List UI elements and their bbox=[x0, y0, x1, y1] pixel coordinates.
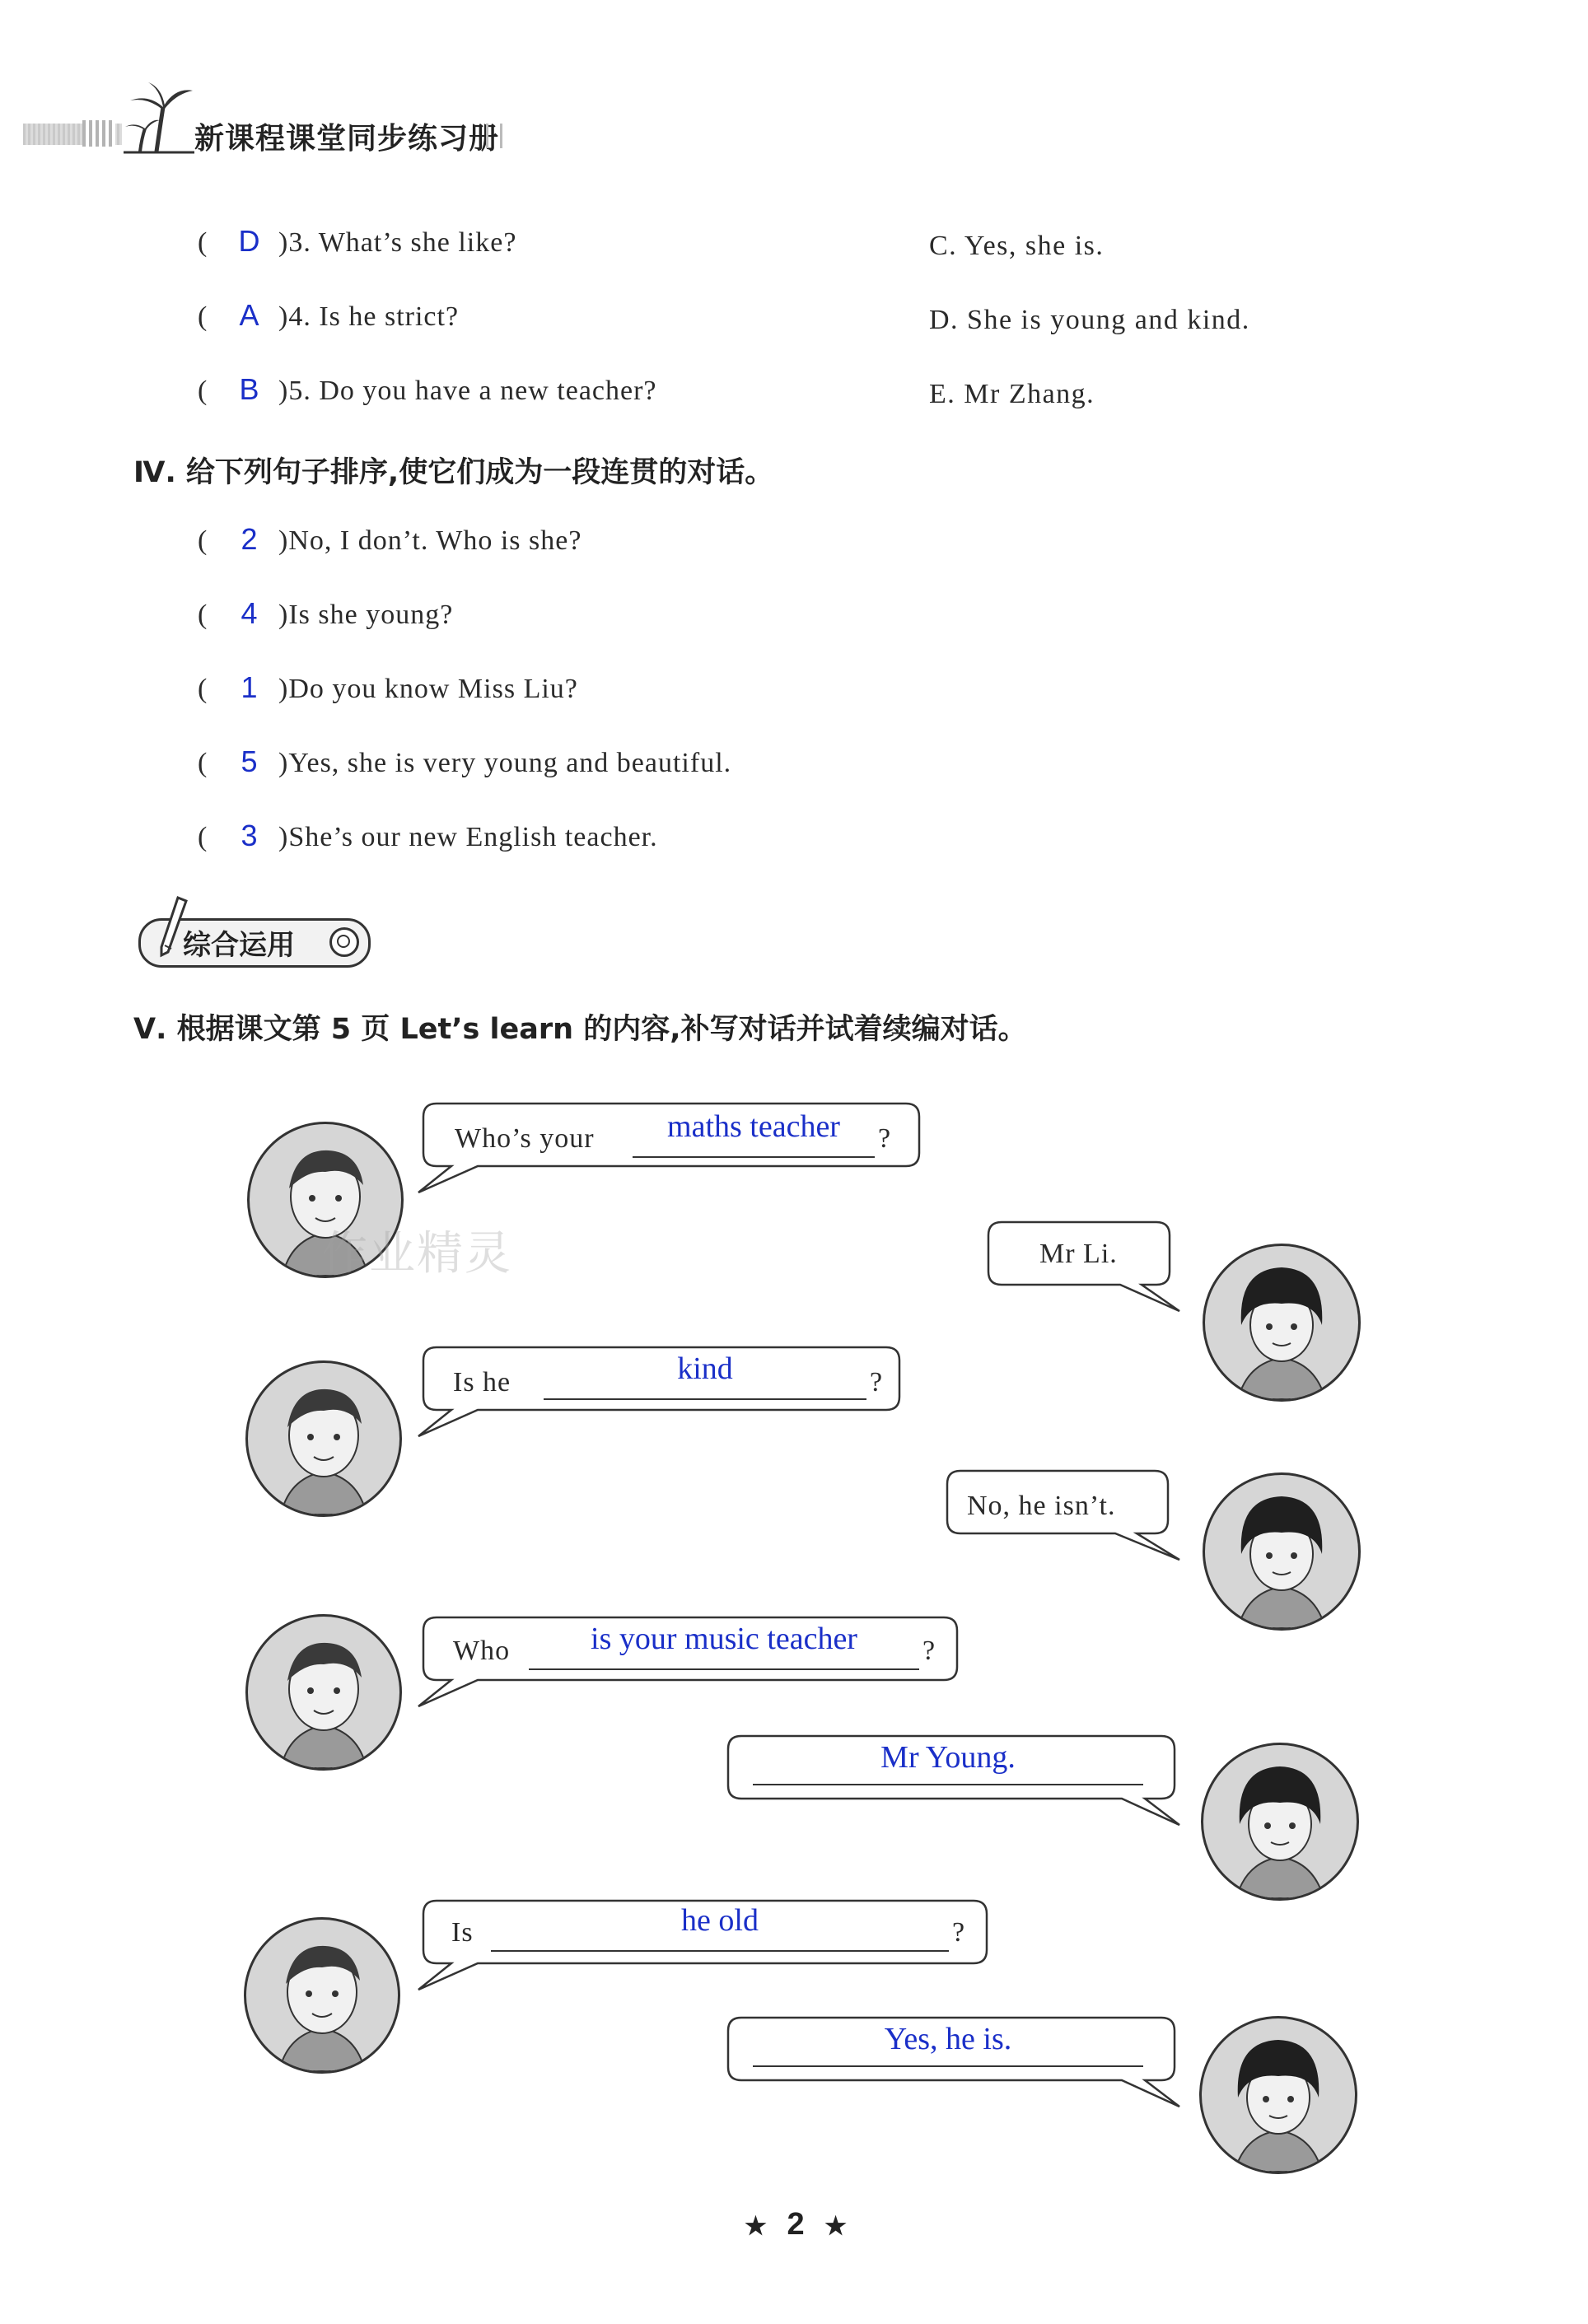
answer-fill: he old bbox=[681, 1903, 759, 1938]
answer-fill: kind bbox=[677, 1351, 733, 1386]
order-row: ( 2 )No, I don’t. Who is she? bbox=[198, 522, 582, 556]
sentence-text: )Is she young? bbox=[278, 600, 454, 630]
bubble-suffix: ? bbox=[870, 1367, 884, 1398]
avatar-girl bbox=[1203, 1472, 1361, 1631]
header-title: 新课程课堂同步练习册 bbox=[194, 122, 500, 156]
answer-mark: 5 bbox=[241, 744, 259, 778]
bubble-text: No, he isn’t. bbox=[967, 1491, 1116, 1521]
answer-fill: Yes, he is. bbox=[884, 2022, 1012, 2056]
order-row: ( 1 )Do you know Miss Liu? bbox=[198, 670, 578, 704]
star-icon: ★ bbox=[745, 2213, 767, 2240]
order-row: ( 3 )She’s our new English teacher. bbox=[198, 819, 658, 852]
answer-mark: A bbox=[239, 298, 260, 332]
avatar-girl bbox=[1203, 1244, 1361, 1402]
bubble-suffix: ? bbox=[952, 1917, 966, 1948]
answer-blank bbox=[529, 1667, 919, 1670]
header-decor-stripes bbox=[82, 120, 115, 147]
bubble-text: Mr Li. bbox=[1039, 1239, 1118, 1269]
answer-blank bbox=[753, 2064, 1143, 2067]
question-text: )4. Is he strict? bbox=[278, 301, 460, 332]
sentence-text: )She’s our new English teacher. bbox=[278, 822, 658, 852]
watermark-text: 作业精灵 bbox=[321, 1227, 512, 1281]
avatar-boy bbox=[245, 1360, 402, 1517]
answer-mark: 1 bbox=[241, 670, 259, 704]
answer-blank bbox=[491, 1948, 949, 1952]
answer-blank bbox=[544, 1397, 866, 1400]
bubble-prefix: Is bbox=[451, 1917, 474, 1948]
answer-fill: maths teacher bbox=[667, 1109, 840, 1144]
matching-row-4: ( A )4. Is he strict? bbox=[198, 298, 460, 332]
option-c: C. Yes, she is. bbox=[929, 231, 1105, 261]
matching-row-3: ( D )3. What’s she like? bbox=[198, 224, 517, 258]
answer-blank bbox=[753, 1782, 1143, 1785]
avatar-girl bbox=[1201, 1743, 1359, 1901]
answer-blank bbox=[633, 1155, 875, 1158]
answer-mark: 4 bbox=[241, 596, 259, 630]
bubble-prefix: Is he bbox=[453, 1367, 511, 1398]
avatar-boy bbox=[245, 1614, 402, 1771]
answer-fill: Mr Young. bbox=[880, 1740, 1016, 1775]
answer-fill: is your music teacher bbox=[591, 1622, 857, 1656]
bubble-suffix: ? bbox=[922, 1636, 936, 1666]
matching-row-5: ( B )5. Do you have a new teacher? bbox=[198, 372, 657, 406]
question-text: )3. What’s she like? bbox=[278, 227, 517, 258]
sentence-text: )Yes, she is very young and beautiful. bbox=[278, 748, 732, 778]
sentence-text: )No, I don’t. Who is she? bbox=[278, 525, 582, 556]
answer-mark: B bbox=[239, 372, 260, 406]
answer-mark: 3 bbox=[241, 819, 259, 852]
avatar-girl bbox=[1199, 2016, 1357, 2174]
answer-mark: D bbox=[238, 224, 261, 258]
page-number-value: 2 bbox=[787, 2207, 805, 2242]
section-5-title: Ⅴ. 根据课文第 5 页 Let’s learn 的内容,补写对话并试着续编对话。 bbox=[133, 1013, 1027, 1046]
sentence-text: )Do you know Miss Liu? bbox=[278, 674, 578, 704]
section-4-title: Ⅳ. 给下列句子排序,使它们成为一段连贯的对话。 bbox=[133, 456, 774, 489]
banner-label: 综合运用 bbox=[183, 929, 295, 962]
header-decor-tail bbox=[486, 124, 502, 148]
answer-mark: 2 bbox=[241, 522, 259, 556]
bubble-prefix: Who bbox=[453, 1636, 511, 1666]
page-number bbox=[745, 2207, 847, 2242]
option-d: D. She is young and kind. bbox=[929, 305, 1250, 335]
question-text: )5. Do you have a new teacher? bbox=[278, 376, 657, 406]
order-row: ( 4 )Is she young? bbox=[198, 596, 454, 630]
bubble-suffix: ? bbox=[878, 1123, 892, 1154]
ring-inner-icon bbox=[337, 935, 350, 948]
star-icon: ★ bbox=[824, 2213, 848, 2240]
palm-tree-icon bbox=[124, 79, 194, 155]
option-e: E. Mr Zhang. bbox=[929, 379, 1095, 409]
bubble-prefix: Who’s your bbox=[455, 1123, 595, 1154]
avatar-boy bbox=[244, 1917, 400, 2074]
order-row: ( 5 )Yes, she is very young and beautiful. bbox=[198, 744, 732, 778]
